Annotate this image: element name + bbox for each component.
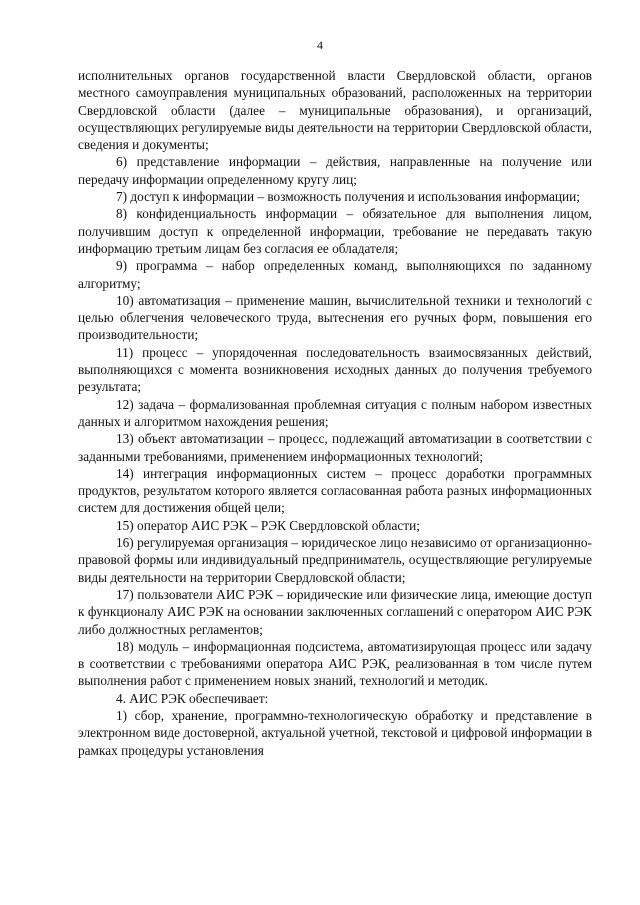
paragraph-item-17: 17) пользователи АИС РЭК – юридические или физические лица, имеющие доступ к функционалу АИС РЭК на основании заключенных соглашений с оператором АИС РЭК либо должностных регламентов; [78, 586, 592, 637]
paragraph-continuation: исполнительных органов государственной власти Свердловской области, органов местного самоуправления муниципальных образований, расположенных на территории Свердловской области (далее – муниципальные образования), и организаций, осуществляющих регулируемые виды деятельности на территории Свердловской области, сведения и документы; [78, 68, 592, 153]
paragraph-item-6: 6) представление информации – действия, направленные на получение или передачу информации определенному кругу лиц; [78, 154, 592, 187]
paragraph-item-13: 13) объект автоматизации – процесс, подлежащий автоматизации в соответствии с заданными требованиями, применением информационных технологий; [78, 431, 592, 464]
paragraph-section-4-item-1: 1) сбор, хранение, программно-технологическую обработку и представление в электронном виде достоверной, актуальной учетной, текстовой и цифровой информации в рамках процедуры установления [78, 707, 592, 758]
document-body [78, 67, 592, 759]
paragraph-item-10: 10) автоматизация – применение машин, вычислительной техники и технологий с целью облегчения человеческого труда, вытеснения его ручных форм, повышения его производительности; [78, 292, 592, 343]
page-number: 4 [317, 38, 323, 52]
paragraph-item-11: 11) процесс – упорядоченная последовательность взаимосвязанных действий, выполняющихся с момента возникновения исходных данных до получения требуемого результата; [78, 344, 592, 395]
paragraph-item-18: 18) модуль – информационная подсистема, автоматизирующая процесс или задачу в соответствии с требованиями оператора АИС РЭК, реализованная в том числе путем выполнения работ с применением новых знаний, технологий и методик. [78, 638, 592, 689]
section-heading-4: 4. АИС РЭК обеспечивает: [116, 690, 269, 706]
paragraph-item-15: 15) оператор АИС РЭК – РЭК Свердловской области; [116, 517, 420, 533]
paragraph-item-14: 14) интеграция информационных систем – процесс доработки программных продуктов, результатом которого является согласованная работа разных информационных систем для достижения общей цели; [78, 465, 592, 516]
paragraph-item-9: 9) программа – набор определенных команд, выполняющихся по заданному алгоритму; [78, 258, 592, 291]
paragraph-item-7: 7) доступ к информации – возможность получения и использования информации; [116, 189, 580, 205]
paragraph-item-8: 8) конфиденциальность информации – обязательное для выполнения лицом, получившим доступ к определенной информации, требование не передавать такую информацию третьим лицам без согласия ее обладателя; [78, 206, 592, 256]
paragraph-item-12: 12) задача – формализованная проблемная ситуация с полным набором известных данных и алгоритмом нахождения решения; [78, 396, 592, 429]
paragraph-item-16: 16) регулируемая организация – юридическое лицо независимо от организационно-правовой формы или индивидуальный предприниматель, осуществляющие регулируемые виды деятельности на территории Свердловской области; [78, 535, 592, 585]
